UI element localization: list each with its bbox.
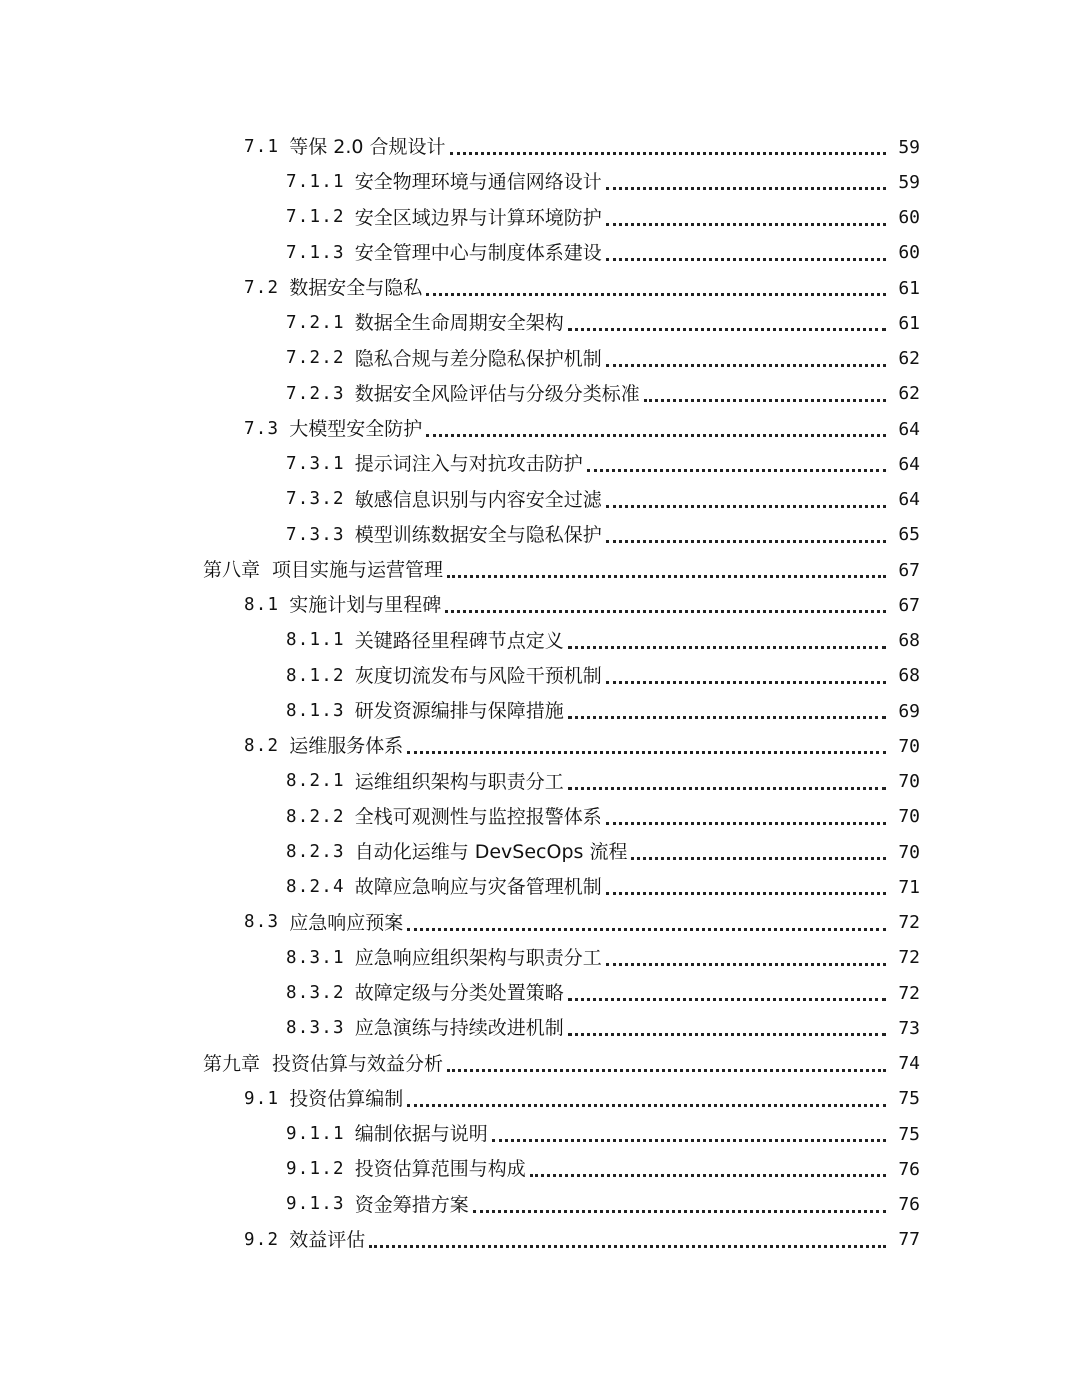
toc-page-number: 60 [898,242,920,264]
toc-page-number: 73 [898,1017,920,1039]
toc-entry-number: 8.3.1 [286,947,345,968]
toc-entry-number: 8.3.2 [286,982,345,1003]
toc-dot-leader [606,223,886,226]
toc-dot-leader [606,187,886,190]
toc-entry-number: 8.2.4 [286,877,345,898]
toc-entry[interactable] [0,976,1080,1011]
toc-entry[interactable] [0,906,1080,941]
toc-entry-title: 资金筹措方案 [354,1193,469,1216]
toc-dot-leader [606,364,886,367]
toc-page-number: 61 [898,277,920,299]
toc-dot-leader [445,610,886,613]
toc-page-number: 72 [898,947,920,969]
toc-entry-number: 8.2.2 [286,806,345,827]
toc-entry[interactable] [0,800,1080,835]
toc-dot-leader [407,1104,886,1107]
toc-dot-leader [606,963,886,966]
toc-entry-number: 7.1 [244,136,280,157]
toc-entry-title: 编制依据与说明 [354,1123,488,1146]
toc-entry[interactable] [0,271,1080,306]
toc-dot-leader [568,328,886,331]
toc-entry[interactable] [0,553,1080,588]
toc-entry-number: 8.1.3 [286,700,345,721]
toc-page-number: 77 [898,1229,920,1251]
toc-page-number: 67 [898,594,920,616]
toc-entry-number: 7.2.1 [286,313,345,334]
toc-entry-title: 故障应急响应与灾备管理机制 [354,876,602,899]
toc-page-number: 62 [898,383,920,405]
toc-entry[interactable] [0,588,1080,623]
toc-entry[interactable] [0,1047,1080,1082]
toc-entry-number: 8.1.2 [286,665,345,686]
toc-dot-leader [447,575,886,578]
toc-page-number: 65 [898,524,920,546]
toc-entry-title: 数据安全与隐私 [289,277,423,300]
toc-entry-title: 运维服务体系 [289,735,404,758]
toc-entry-title: 研发资源编排与保障措施 [354,700,564,723]
toc-page-number: 60 [898,207,920,229]
toc-entry-title: 实施计划与里程碑 [289,594,442,617]
toc-page-number: 68 [898,665,920,687]
toc-entry-title: 投资估算编制 [289,1087,404,1110]
toc-entry[interactable] [0,236,1080,271]
toc-entry-number: 7.1.2 [286,207,345,228]
toc-entry-title: 故障定级与分类处置策略 [354,982,564,1005]
toc-entry-title: 投资估算范围与构成 [354,1158,526,1181]
toc-entry[interactable] [0,835,1080,870]
toc-entry-number: 7.1.1 [286,172,345,193]
toc-entry-number: 7.1.3 [286,242,345,263]
toc-entry-number: 8.2 [244,736,280,757]
toc-page-number: 70 [898,841,920,863]
toc-entry[interactable] [0,624,1080,659]
toc-entry[interactable] [0,447,1080,482]
toc-entry-number: 第九章 [203,1052,261,1075]
toc-entry-title: 安全管理中心与制度体系建设 [354,241,602,264]
table-of-contents [0,130,1080,1258]
toc-entry[interactable] [0,201,1080,236]
toc-entry[interactable] [0,1188,1080,1223]
toc-entry-title: 全栈可观测性与监控报警体系 [354,805,602,828]
toc-entry-number: 7.3.3 [286,524,345,545]
toc-dot-leader [426,293,886,296]
toc-page-number: 64 [898,418,920,440]
toc-entry[interactable] [0,483,1080,518]
toc-entry[interactable] [0,870,1080,905]
toc-dot-leader [631,857,886,860]
toc-entry[interactable] [0,306,1080,341]
toc-page-number: 76 [898,1158,920,1180]
toc-entry[interactable] [0,1223,1080,1258]
toc-entry-title: 运维组织架构与职责分工 [354,770,564,793]
toc-entry-title: 安全区域边界与计算环境防护 [354,206,602,229]
toc-entry-title: 安全物理环境与通信网络设计 [354,171,602,194]
toc-dot-leader [407,751,886,754]
toc-dot-leader [447,1069,886,1072]
toc-entry[interactable] [0,1152,1080,1187]
toc-dot-leader [568,646,886,649]
toc-entry-title: 隐私合规与差分隐私保护机制 [354,347,602,370]
toc-entry[interactable] [0,412,1080,447]
toc-dot-leader [568,1033,886,1036]
toc-entry[interactable] [0,165,1080,200]
toc-entry-title: 提示词注入与对抗攻击防护 [354,453,583,476]
toc-entry-title: 等保 2.0 合规设计 [289,136,446,159]
toc-entry-title: 模型训练数据安全与隐私保护 [354,523,602,546]
toc-entry[interactable] [0,941,1080,976]
toc-dot-leader [473,1210,886,1213]
toc-entry-title: 关键路径里程碑节点定义 [354,629,564,652]
toc-entry-number: 8.2.3 [286,841,345,862]
toc-entry-title: 项目实施与运营管理 [272,559,444,582]
toc-dot-leader [587,469,886,472]
toc-page-number: 70 [898,771,920,793]
toc-entry-title: 自动化运维与 DevSecOps 流程 [354,841,628,864]
toc-entry-title: 灰度切流发布与风险干预机制 [354,664,602,687]
toc-page-number: 64 [898,453,920,475]
toc-entry-number: 9.1.3 [286,1194,345,1215]
toc-dot-leader [606,822,886,825]
toc-entry-number: 8.3 [244,912,280,933]
toc-page-number: 68 [898,630,920,652]
toc-page-number: 71 [898,876,920,898]
toc-dot-leader [606,681,886,684]
toc-page-number: 69 [898,700,920,722]
toc-entry[interactable] [0,1082,1080,1117]
toc-entry[interactable] [0,1011,1080,1046]
toc-page-number: 74 [898,1053,920,1075]
toc-entry-number: 8.1.1 [286,630,345,651]
toc-entry[interactable] [0,729,1080,764]
toc-dot-leader [606,505,886,508]
toc-entry[interactable] [0,130,1080,165]
toc-entry-title: 大模型安全防护 [289,418,423,441]
toc-page-number: 59 [898,136,920,158]
toc-dot-leader [450,152,886,155]
toc-entry[interactable] [0,765,1080,800]
toc-entry-number: 9.2 [244,1229,280,1250]
toc-page-number: 61 [898,312,920,334]
toc-entry[interactable] [0,694,1080,729]
toc-entry[interactable] [0,342,1080,377]
toc-dot-leader [606,892,886,895]
toc-page-number: 67 [898,559,920,581]
toc-entry-number: 9.1.2 [286,1159,345,1180]
toc-page-number: 64 [898,489,920,511]
toc-page-number: 62 [898,348,920,370]
toc-entry-number: 7.2.2 [286,348,345,369]
toc-entry-number: 7.3.2 [286,489,345,510]
toc-entry-number: 8.3.3 [286,1018,345,1039]
toc-entry-number: 7.3.1 [286,454,345,475]
toc-entry-number: 7.3 [244,418,280,439]
toc-entry-title: 应急演练与持续改进机制 [354,1017,564,1040]
toc-entry-title: 应急响应组织架构与职责分工 [354,946,602,969]
toc-entry[interactable] [0,659,1080,694]
toc-entry-number: 7.2 [244,277,280,298]
toc-page-number: 75 [898,1088,920,1110]
toc-entry-number: 8.1 [244,595,280,616]
toc-entry-title: 应急响应预案 [289,911,404,934]
toc-entry-title: 效益评估 [289,1228,366,1251]
toc-entry[interactable] [0,518,1080,553]
toc-dot-leader [530,1174,886,1177]
toc-dot-leader [644,399,886,402]
toc-entry-number: 8.2.1 [286,771,345,792]
toc-page-number: 75 [898,1123,920,1145]
toc-entry-number: 9.1 [244,1088,280,1109]
toc-entry[interactable] [0,1117,1080,1152]
toc-entry-title: 敏感信息识别与内容安全过滤 [354,488,602,511]
toc-page-number: 72 [898,912,920,934]
toc-entry-title: 数据安全风险评估与分级分类标准 [354,382,640,405]
toc-entry-number: 7.2.3 [286,383,345,404]
toc-entry-number: 第八章 [203,559,261,582]
toc-entry-title: 投资估算与效益分析 [272,1052,444,1075]
toc-dot-leader [568,998,886,1001]
toc-entry-title: 数据全生命周期安全架构 [354,312,564,335]
toc-page-number: 72 [898,982,920,1004]
toc-page-number: 70 [898,806,920,828]
toc-page-number: 70 [898,735,920,757]
toc-dot-leader [369,1245,886,1248]
toc-dot-leader [407,928,886,931]
toc-entry[interactable] [0,377,1080,412]
toc-dot-leader [492,1139,886,1142]
toc-page-number: 76 [898,1194,920,1216]
toc-dot-leader [568,787,886,790]
toc-page-number: 59 [898,171,920,193]
toc-entry-number: 9.1.1 [286,1123,345,1144]
toc-dot-leader [606,540,886,543]
toc-dot-leader [568,716,886,719]
toc-dot-leader [606,258,886,261]
toc-dot-leader [426,434,886,437]
